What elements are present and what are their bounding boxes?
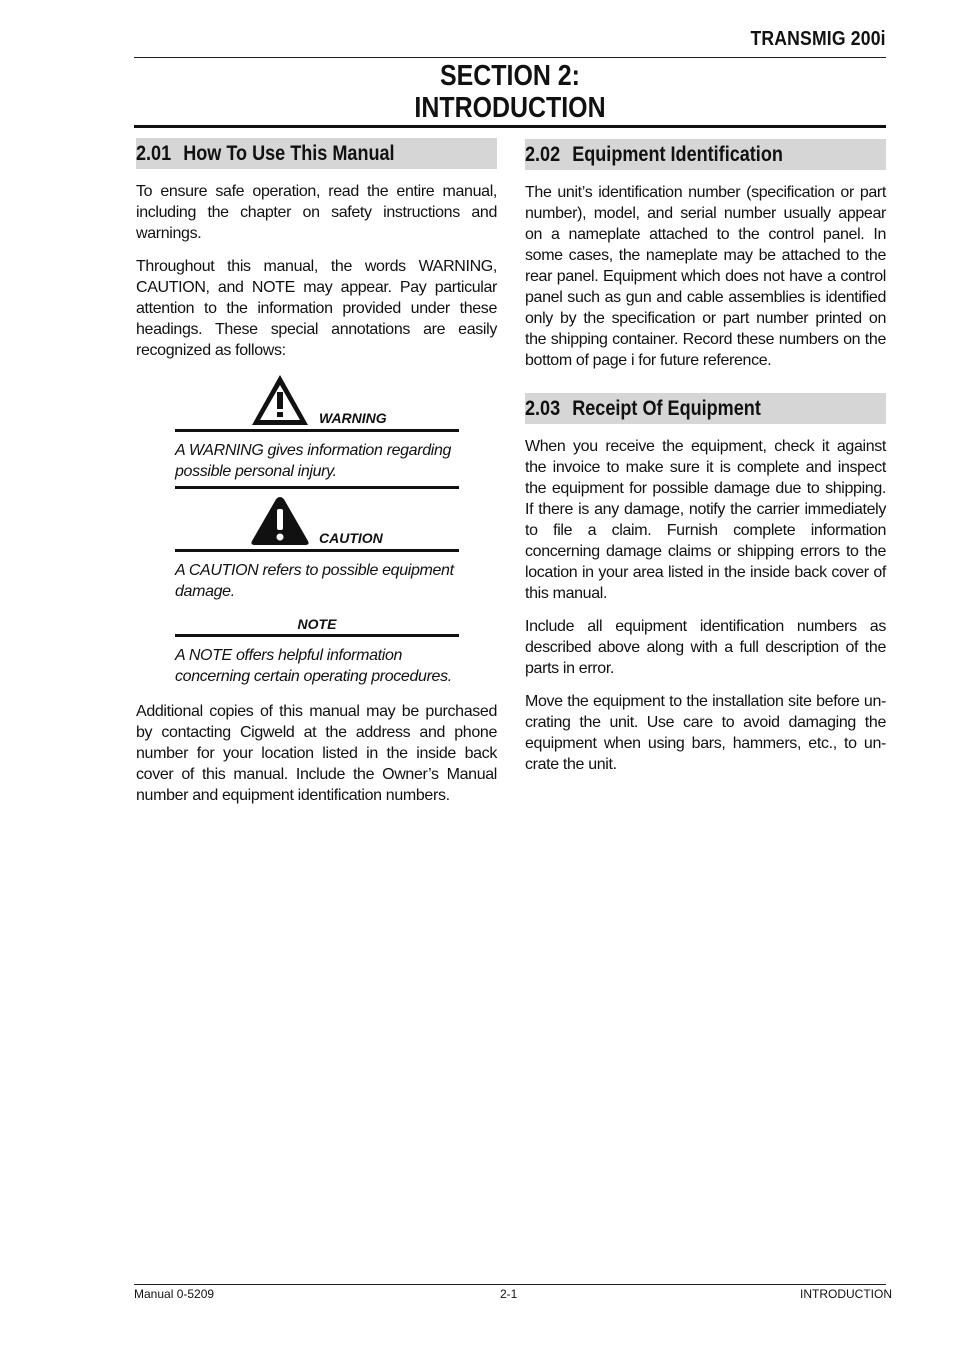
title-rule [134, 125, 886, 128]
paragraph: Throughout this manual, the words WARNING, CAUTION, and NOTE may appear. Pay particular attention to the information provided under these headings. These special annotations are easily recognized as follows: [136, 258, 497, 359]
paragraph: Include all equipment identification numbers as described above along with a full description of the parts in error. [525, 618, 886, 677]
heading-number: 2.01 [136, 142, 172, 165]
heading-title: Equipment Identification [572, 143, 783, 166]
product-name: TRANSMIG 200i [750, 28, 886, 50]
paragraph: When you receive the equipment, check it against the invoice to make sure it is complete and inspect the equipment for possible damage due to shipping. If there is any damage, notify the carrier immediately to file a claim. Furnish complete information concerning damage claims or shipping errors to the location in your area listed in the inside back cover of this manual. [525, 438, 886, 602]
heading-title: How To Use This Manual [183, 142, 395, 165]
paragraph: To ensure safe operation, read the entire manual, including the chapter on safety instructions and warnings. [136, 183, 497, 242]
paragraph: Move the equipment to the installation site before un-crating the unit. Use care to avoid damaging the equipment when using bars, hammers, etc., to un-crate the unit. [525, 693, 886, 773]
caution-notice [175, 493, 459, 602]
note-text: A NOTE offers helpful information concerning certain operating procedures. [175, 647, 452, 685]
note-label: NOTE [175, 616, 459, 637]
section-title-line2: INTRODUCTION [414, 92, 606, 124]
heading-2-02 [525, 139, 886, 170]
right-column [525, 139, 886, 775]
caution-text: A CAUTION refers to possible equipment damage. [175, 562, 454, 600]
footer-page-number: 2-1 [500, 1287, 518, 1301]
paragraph: Additional copies of this manual may be purchased by contacting Cigweld at the address and phone number for your location listed in the inside back cover of this manual. Include the Owner’s Manual number and equipment identification numbers. [136, 703, 497, 804]
heading-2-03 [525, 393, 886, 424]
caution-triangle-icon [250, 495, 310, 547]
note-notice [175, 616, 459, 687]
warning-triangle-icon [250, 373, 310, 427]
warning-text: A WARNING gives information regarding possible personal injury. [175, 442, 452, 480]
footer-rule [134, 1284, 886, 1285]
section-title-line1: SECTION 2: [440, 60, 580, 92]
heading-number: 2.02 [525, 143, 561, 166]
caution-label: CAUTION [319, 530, 383, 546]
warning-label: WARNING [319, 410, 387, 426]
heading-2-01 [136, 138, 497, 169]
warning-notice [175, 371, 459, 489]
heading-number: 2.03 [525, 397, 561, 420]
paragraph: The unit’s identification number (specification or part number), model, and serial number usually appear on a nameplate attached to the control panel. In some cases, the nameplate may be attached to the rear panel. Equipment which does not have a control panel such as gun and cable assemblies is identified only by the specification or part number printed on the shipping container. Record these numbers on the bottom of page i for future reference. [525, 184, 886, 369]
heading-title: Receipt Of Equipment [572, 397, 761, 420]
header-rule [134, 57, 886, 58]
left-column [136, 138, 497, 806]
footer-section-name: INTRODUCTION [800, 1287, 892, 1301]
section-title [134, 60, 886, 124]
footer-manual-number: Manual 0-5209 [134, 1287, 215, 1301]
